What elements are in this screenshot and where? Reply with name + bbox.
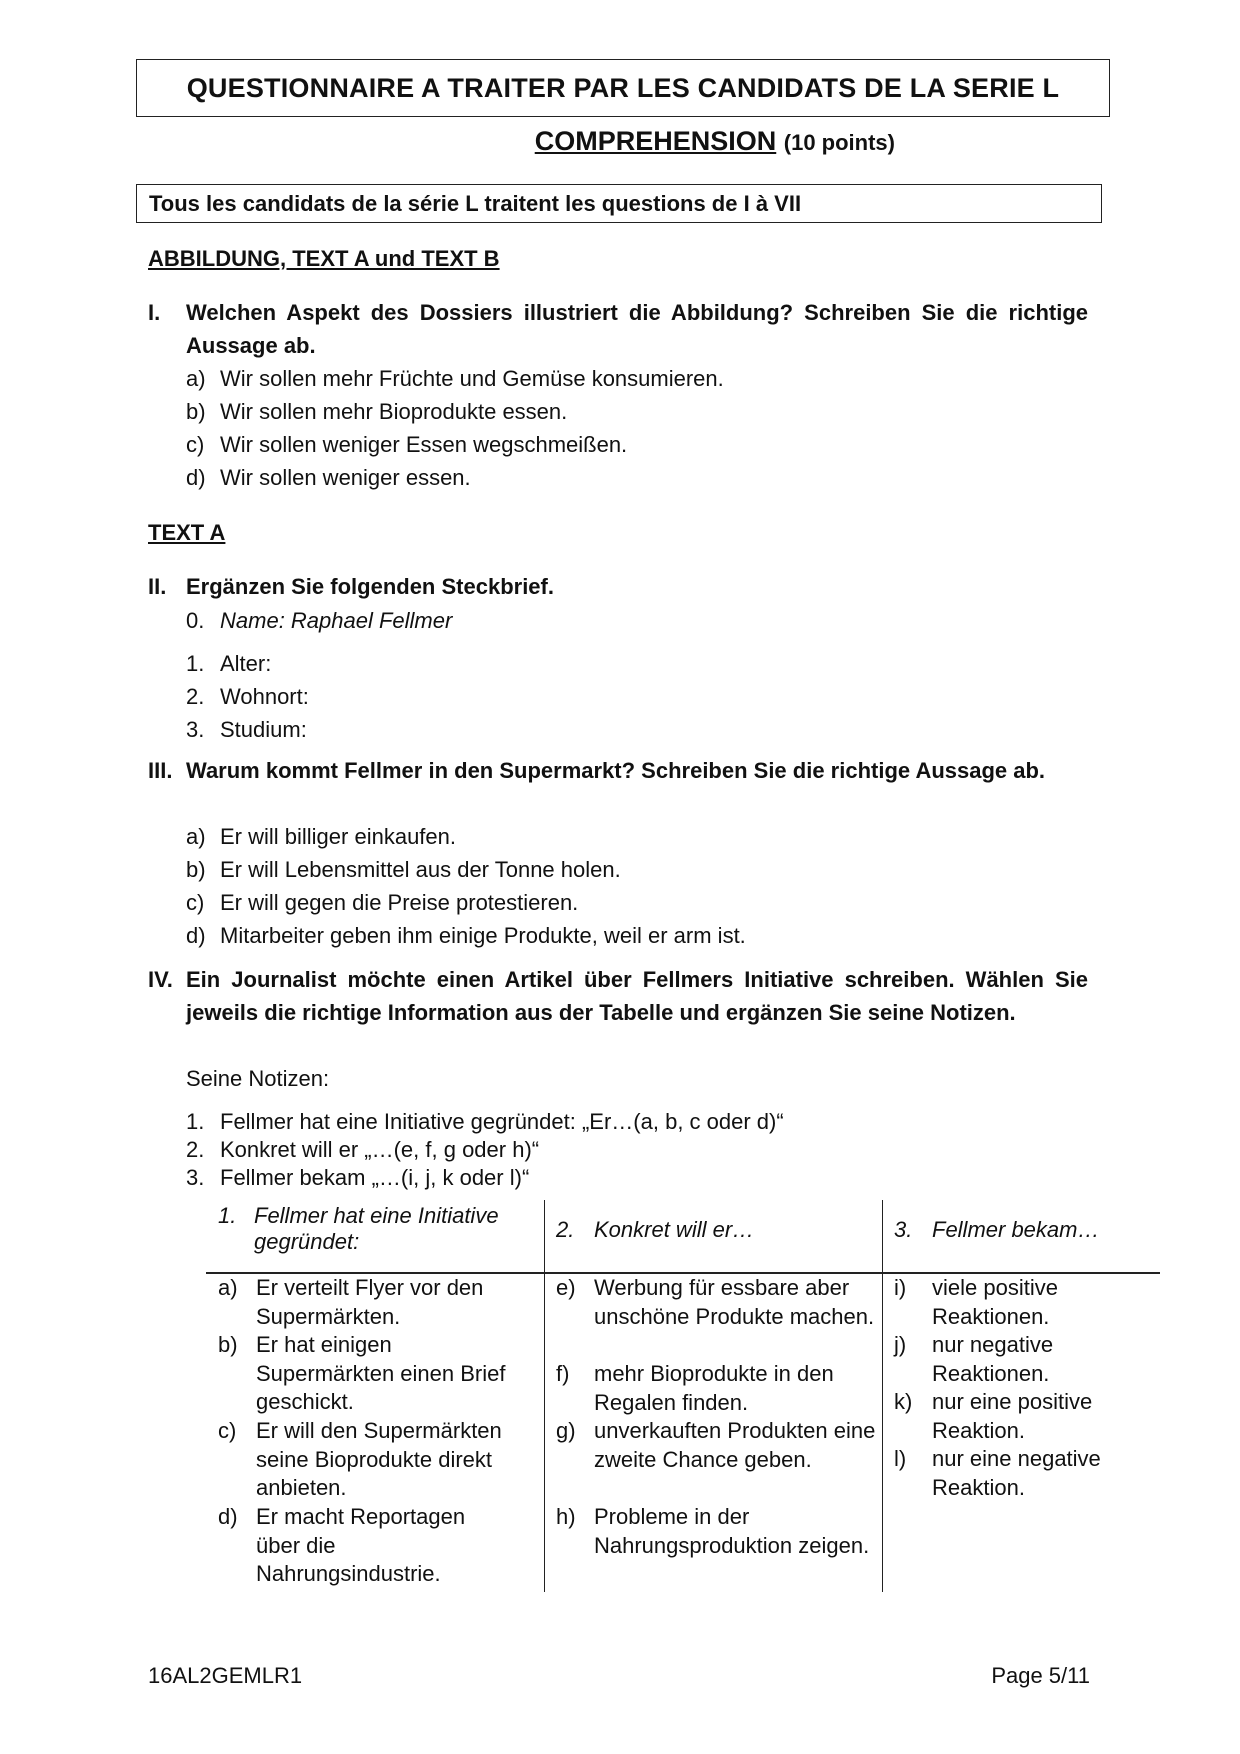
example-label: Name [220, 608, 279, 633]
item-text: Er will den Supermärkten seine Bioprodukte direkt anbieten. [256, 1418, 502, 1500]
list-item [186, 1108, 784, 1136]
list-item [186, 1164, 529, 1192]
question-4 [148, 963, 1088, 1029]
item-text: Studium: [220, 717, 307, 742]
item-key: e) [556, 1275, 576, 1300]
item-key: l) [894, 1446, 907, 1471]
list-item [186, 395, 567, 428]
item-key: g) [556, 1418, 576, 1443]
question-text: Ein Journalist möchte einen Artikel über Fellmers Initiative schreiben. Wählen Sie jeweils die richtige Information aus der Tabelle und ergänzen Sie seine Notizen. [186, 967, 1088, 1025]
header-key: 1. [218, 1203, 237, 1228]
table-cell-item [218, 1274, 514, 1331]
example-value: : Raphael Fellmer [278, 608, 453, 633]
question-number: II. [148, 574, 167, 599]
header-key: 2. [556, 1217, 575, 1242]
option-text: Wir sollen weniger Essen wegschmeißen. [220, 432, 628, 457]
list-item [186, 820, 456, 853]
table-cell-item [894, 1445, 1144, 1502]
item-key: j) [894, 1332, 907, 1357]
item-text: Alter: [220, 651, 272, 676]
header-text: Konkret will er… [594, 1217, 755, 1242]
item-text: Er macht Reportagen über die Nahrungsindustrie. [256, 1504, 466, 1586]
header-text: Fellmer bekam… [932, 1217, 1100, 1242]
option-key: d) [186, 923, 206, 948]
note-text: Konkret will er „…(e, f, g oder h)“ [220, 1137, 540, 1162]
note-key: 2. [186, 1137, 205, 1162]
option-key: c) [186, 890, 205, 915]
example-item [186, 604, 452, 637]
table-cell-item [894, 1331, 1144, 1388]
option-key: c) [186, 432, 205, 457]
list-item [186, 919, 746, 952]
item-key: f) [556, 1361, 570, 1386]
question-2 [148, 570, 1088, 603]
question-text: Warum kommt Fellmer in den Supermarkt? Schreiben Sie die richtige Aussage ab. [186, 758, 1046, 783]
comprehension-points: (10 points) [783, 130, 895, 155]
notes-label: Seine Notizen: [186, 1066, 330, 1091]
instruction-text: Tous les candidats de la série L traitent les questions de I à VII [149, 190, 802, 216]
item-key: h) [556, 1504, 576, 1529]
question-text: Ergänzen Sie folgenden Steckbrief. [186, 574, 554, 599]
item-text: Wohnort: [220, 684, 309, 709]
question-number: I. [148, 300, 161, 325]
instruction-box [136, 184, 1102, 223]
table-header [218, 1203, 538, 1255]
table-cell-item [218, 1331, 514, 1417]
note-key: 3. [186, 1165, 205, 1190]
document-title: QUESTIONNAIRE A TRAITER PAR LES CANDIDATS DE LA SERIE L [186, 72, 1060, 103]
option-text: Wir sollen mehr Früchte und Gemüse konsumieren. [220, 366, 724, 391]
option-text: Wir sollen weniger essen. [220, 465, 471, 490]
list-item [186, 713, 307, 746]
comprehension-heading [0, 126, 1240, 157]
item-text: unverkauften Produkten eine zweite Chance geben. [594, 1418, 876, 1472]
item-text: Werbung für essbare aber unschöne Produkte machen. [594, 1275, 875, 1329]
item-key: 0. [186, 608, 205, 633]
table-cell-item [894, 1274, 1144, 1331]
table-header [894, 1217, 1154, 1243]
option-key: a) [186, 366, 206, 391]
option-text: Er will billiger einkaufen. [220, 824, 456, 849]
item-key: k) [894, 1389, 913, 1414]
list-item [186, 853, 621, 886]
page-number: Page 5/11 [991, 1663, 1090, 1688]
comprehension-title: COMPREHENSION [534, 126, 777, 156]
list-item [186, 428, 627, 461]
item-key: 3. [186, 717, 205, 742]
table-header [556, 1217, 876, 1243]
option-text: Er will gegen die Preise protestieren. [220, 890, 579, 915]
section-heading-abbildung: ABBILDUNG, TEXT A und TEXT B [148, 246, 500, 271]
table-cell-item [894, 1388, 1144, 1445]
item-key: a) [218, 1275, 238, 1300]
question-1 [148, 296, 1088, 362]
table-divider [544, 1200, 545, 1592]
item-text: nur eine negative Reaktion. [932, 1446, 1101, 1500]
matching-table [206, 1200, 1160, 1592]
item-text: mehr Bioprodukte in den Regalen finden. [594, 1361, 834, 1415]
note-text: Fellmer bekam „…(i, j, k oder l)“ [220, 1165, 530, 1190]
item-key: c) [218, 1418, 237, 1443]
note-key: 1. [186, 1109, 205, 1134]
item-text: Probleme in der Nahrungsproduktion zeigen. [594, 1504, 870, 1558]
item-text: Er hat einigen Supermärkten einen Brief geschickt. [256, 1332, 506, 1414]
option-key: b) [186, 399, 206, 424]
section-heading-text-a: TEXT A [148, 520, 226, 545]
item-key: 1. [186, 651, 205, 676]
list-item [186, 647, 271, 680]
question-text: Welchen Aspekt des Dossiers illustriert die Abbildung? Schreiben Sie die richtige Aussage ab. [186, 300, 1088, 358]
item-text: nur eine positive Reaktion. [932, 1389, 1093, 1443]
table-cell-item [218, 1503, 514, 1589]
option-text: Er will Lebensmittel aus der Tonne holen. [220, 857, 621, 882]
item-key: d) [218, 1504, 238, 1529]
footer-code: 16AL2GEMLR1 [148, 1663, 303, 1688]
option-key: d) [186, 465, 206, 490]
list-item [186, 461, 471, 494]
table-divider [882, 1200, 883, 1592]
list-item [186, 680, 309, 713]
list-item [186, 362, 724, 395]
item-key: 2. [186, 684, 205, 709]
option-key: a) [186, 824, 206, 849]
table-cell-item [556, 1360, 876, 1417]
option-text: Mitarbeiter geben ihm einige Produkte, weil er arm ist. [220, 923, 746, 948]
item-key: b) [218, 1332, 238, 1357]
list-item [186, 1136, 539, 1164]
note-text: Fellmer hat eine Initiative gegründet: „Er…(a, b, c oder d)“ [220, 1109, 784, 1134]
document-title-box [136, 59, 1110, 117]
item-key: i) [894, 1275, 907, 1300]
question-3 [148, 754, 1088, 787]
table-cell-item [556, 1274, 876, 1331]
header-text: Fellmer hat eine Initiative gegründet: [254, 1203, 499, 1254]
table-cell-item [556, 1417, 876, 1474]
item-text: nur negative Reaktionen. [932, 1332, 1054, 1386]
item-text: viele positive Reaktionen. [932, 1275, 1058, 1329]
table-cell-item [218, 1417, 514, 1503]
question-number: IV. [148, 967, 173, 992]
list-item [186, 886, 578, 919]
header-key: 3. [894, 1217, 913, 1242]
question-number: III. [148, 758, 173, 783]
table-cell-item [556, 1503, 876, 1560]
option-key: b) [186, 857, 206, 882]
option-text: Wir sollen mehr Bioprodukte essen. [220, 399, 568, 424]
item-text: Er verteilt Flyer vor den Supermärkten. [256, 1275, 484, 1329]
